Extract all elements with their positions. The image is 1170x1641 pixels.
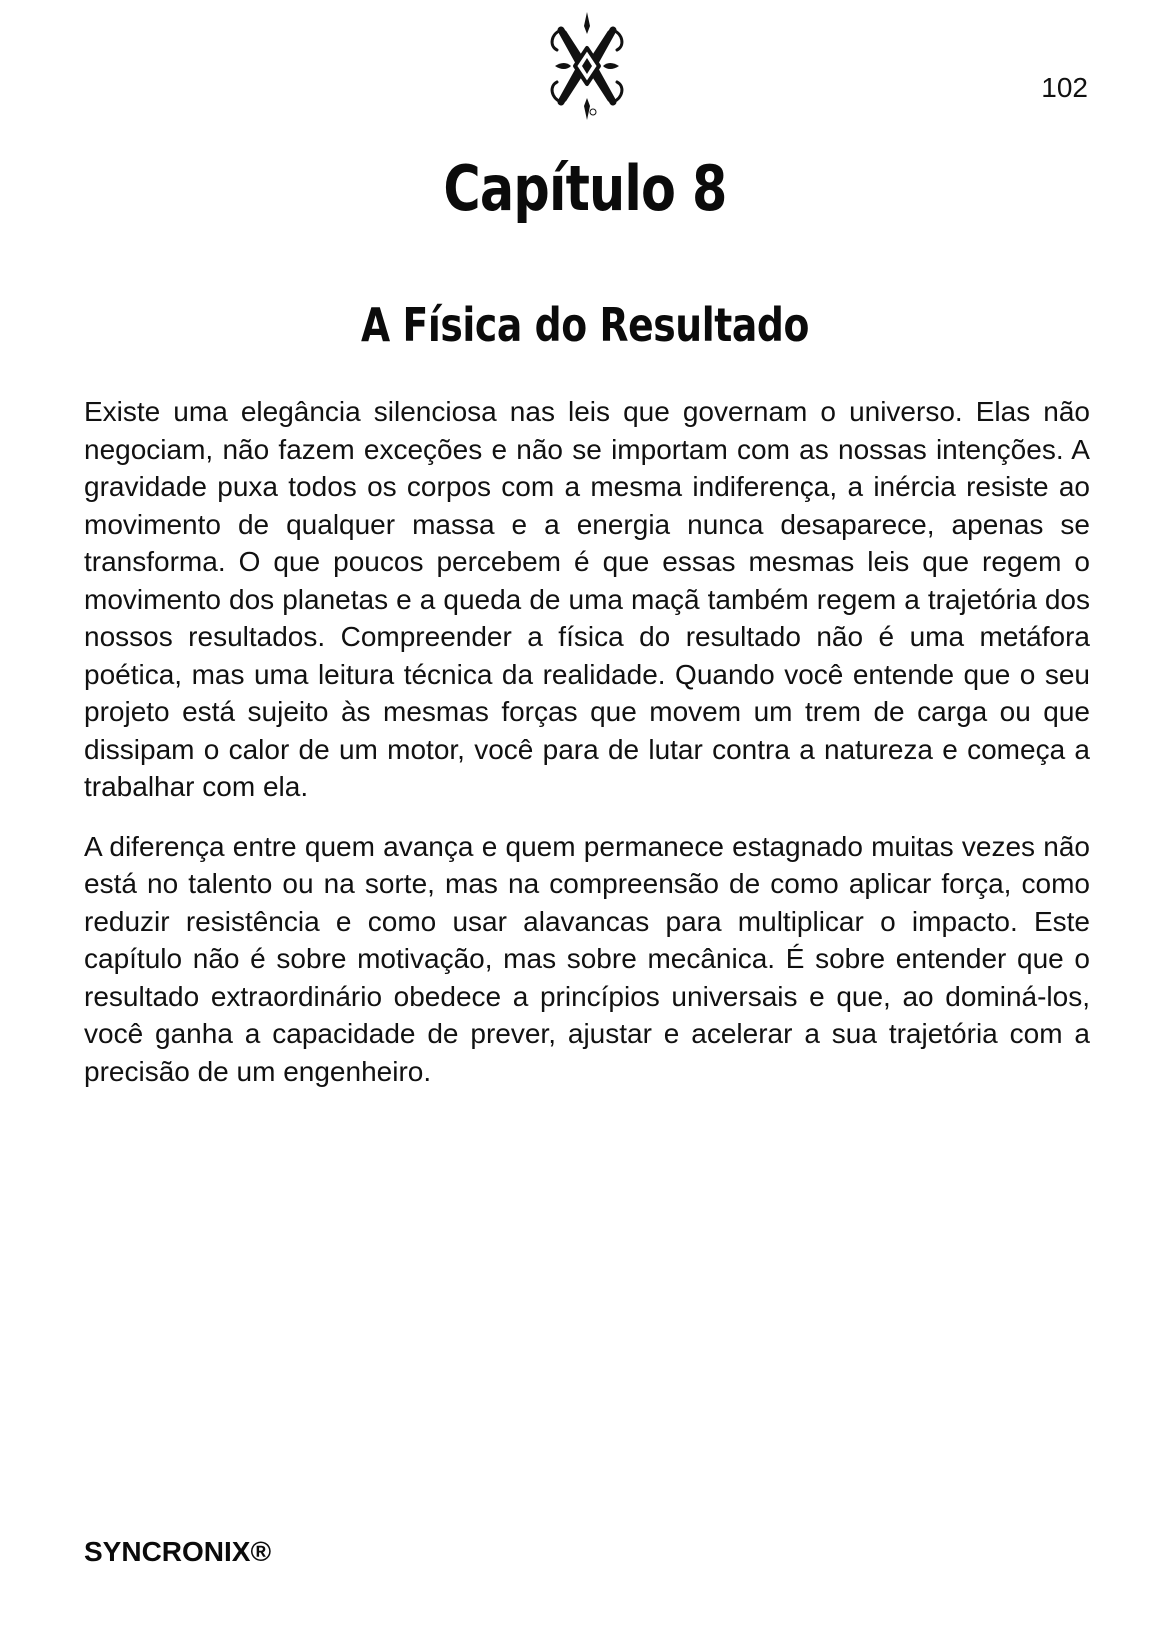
footer-brand: SYNCRONIX®	[84, 1536, 272, 1567]
paragraph-1: Existe uma elegância silenciosa nas leis que governam o universo. Elas não negociam, não fazem exceções e não se importam com as nossas intenções. A gravidade puxa todos os corpos com a mesma indiferença, a inércia resiste ao movimento de qualquer massa e a energia nunca desaparece, apenas se transforma. O que poucos percebem é que essas mesmas leis que regem o movimento dos planetas e a queda de uma maçã também regem a trajetória dos nossos resultados. Compreender a física do resultado não é uma metáfora poética, mas uma leitura técnica da realidade. Quando você entende que o seu projeto está sujeito às mesmas forças que movem um trem de carga ou que dissipam o calor de um motor, você para de lutar contra a natureza e começa a trabalhar com ela.	[84, 396, 1090, 802]
logo-emblem-icon	[547, 12, 627, 120]
chapter-title: Capítulo 8	[443, 152, 727, 225]
body-text	[84, 393, 1090, 1112]
paragraph-2: A diferença entre quem avança e quem permanece estagnado muitas vezes não está no talento ou na sorte, mas na compreensão de como aplicar força, como reduzir resistência e como usar alavancas para multiplicar o impacto. Este capítulo não é sobre motivação, mas sobre mecânica. É sobre entender que o resultado extraordinário obedece a princípios universais e que, ao dominá-los, você ganha a capacidade de prever, ajustar e acelerar a sua trajetória com a precisão de um engenheiro.	[84, 830, 1090, 1087]
page-number: 102	[1041, 72, 1088, 103]
chapter-subtitle: A Física do Resultado	[360, 298, 810, 352]
